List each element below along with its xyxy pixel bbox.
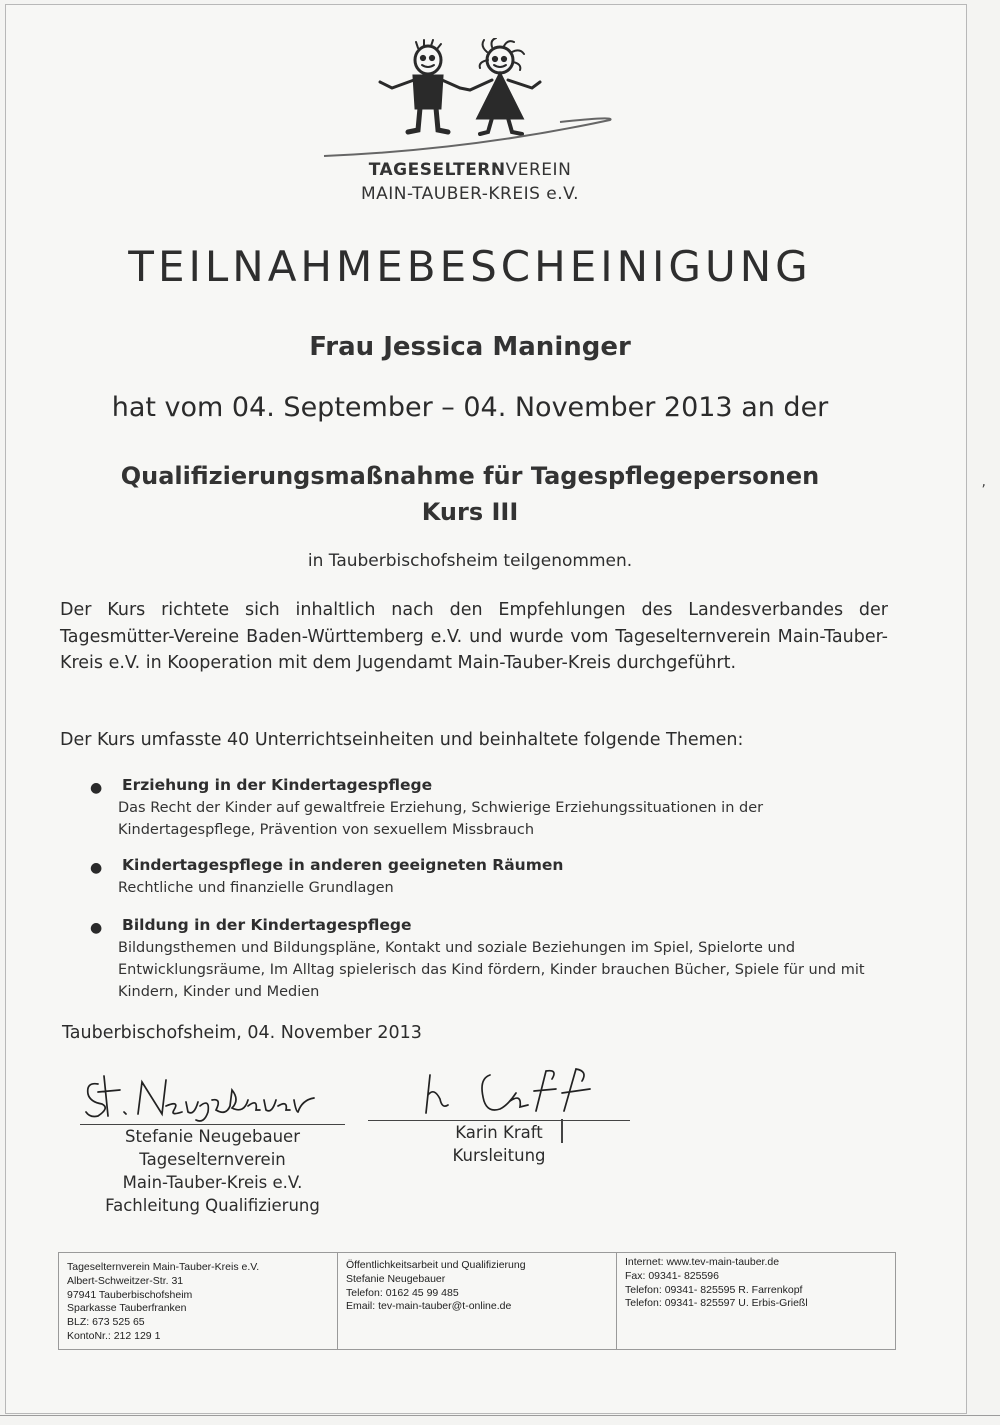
footer-line: Telefon: 0162 45 99 485 xyxy=(346,1286,459,1299)
place-date: Tauberbischofsheim, 04. November 2013 xyxy=(62,1023,422,1043)
footer-phone-column xyxy=(617,1253,895,1349)
signer-name: Stefanie Neugebauer xyxy=(124,1127,300,1146)
footer-contact-table xyxy=(58,1252,896,1350)
bullet-icon: ● xyxy=(90,780,103,796)
organization-logo xyxy=(320,38,620,208)
logo-line-1: TAGESELTERNVEREIN xyxy=(368,160,572,180)
topic-description: Rechtliche und finanzielle Grundlagen xyxy=(118,880,394,896)
certificate-title: TEILNAHMEBESCHEINIGUNG xyxy=(128,242,812,291)
topic-title: Kindertagespflege in anderen geeigneten Räumen xyxy=(122,856,564,874)
footer-line: Sparkasse Tauberfranken xyxy=(67,1302,187,1315)
children-logo-icon xyxy=(320,38,620,158)
signature-block-left xyxy=(80,1070,345,1217)
scan-edge xyxy=(0,1415,1000,1416)
logo-line-2: MAIN-TAUBER-KREIS e.V. xyxy=(360,184,579,204)
footer-line: Albert-Schweitzer-Str. 31 xyxy=(67,1274,184,1287)
recipient-name: Frau Jessica Maninger xyxy=(309,332,631,362)
signer-role: Kursleitung xyxy=(452,1146,546,1165)
signature-neugebauer xyxy=(80,1070,345,1122)
course-description: Der Kurs richtete sich inhaltlich nach den Empfehlungen des Landesverbandes der Tagesmütter-Vereine Baden-Württemberg e.V. und wurde vom Tageselternverein Main-Tauber-Kreis e.V. in Kooperation mit dem Jugendamt Main-Tauber-Kreis durchgeführt. xyxy=(60,600,888,673)
bullet-icon: ● xyxy=(90,920,103,936)
signer-name: Karin Kraft xyxy=(455,1123,543,1142)
footer-line: Fax: 09341- 825596 xyxy=(625,1269,719,1282)
footer-line: Internet: www.tev-main-tauber.de xyxy=(625,1256,780,1268)
footer-line: Tageselternverein Main-Tauber-Kreis e.V. xyxy=(67,1261,260,1273)
course-title-line-1: Qualifizierungsmaßnahme für Tagespflegepersonen xyxy=(120,462,820,490)
signature-kraft xyxy=(368,1065,630,1117)
course-title xyxy=(0,458,940,530)
units-intro: Der Kurs umfasste 40 Unterrichtseinheiten und beinhaltete folgende Themen: xyxy=(60,730,744,750)
scan-mark: , xyxy=(981,474,986,490)
topic-title: Erziehung in der Kindertagespflege xyxy=(122,776,433,794)
signature-tick xyxy=(561,1119,563,1143)
footer-address-column xyxy=(59,1253,338,1349)
footer-contact-column xyxy=(338,1253,617,1349)
footer-line: KontoNr.: 212 129 1 xyxy=(67,1329,161,1342)
footer-line: Telefon: 09341- 825595 R. Farrenkopf xyxy=(625,1283,803,1296)
footer-line: Stefanie Neugebauer xyxy=(346,1272,446,1285)
course-title-line-2: Kurs III xyxy=(421,498,519,526)
signer-org-1: Tageselternverein xyxy=(139,1150,286,1169)
topic-title: Bildung in der Kindertagespflege xyxy=(122,916,412,934)
topic-description: Das Recht der Kinder auf gewaltfreie Erziehung, Schwierige Erziehungssituationen in der Kindertagespflege, Prävention von sexuellem Missbrauch xyxy=(118,800,764,838)
footer-line: 97941 Tauberbischofsheim xyxy=(67,1288,193,1301)
course-period: hat vom 04. September – 04. November 2013 an der xyxy=(111,392,829,423)
signer-role: Fachleitung Qualifizierung xyxy=(105,1196,320,1215)
footer-line: Email: tev-main-tauber@t-online.de xyxy=(346,1300,512,1313)
topic-description: Bildungsthemen und Bildungspläne, Kontakt und soziale Beziehungen im Spiel, Spielorte und Entwicklungsräume, Im Alltag spielerisch das Kind fördern, Kinder brauchen Bücher, Spiele für und mit Kindern, Kinder und Medien xyxy=(118,940,865,1000)
bullet-icon: ● xyxy=(90,860,103,876)
course-location: in Tauberbischofsheim teilgenommen. xyxy=(307,551,633,571)
footer-line: Telefon: 09341- 825597 U. Erbis-Grießl xyxy=(625,1297,808,1310)
footer-line: BLZ: 673 525 65 xyxy=(67,1316,145,1329)
signature-block-right xyxy=(368,1065,630,1167)
signer-org-2: Main-Tauber-Kreis e.V. xyxy=(122,1173,303,1192)
footer-line: Öffentlichkeitsarbeit und Qualifizierung xyxy=(346,1259,526,1271)
